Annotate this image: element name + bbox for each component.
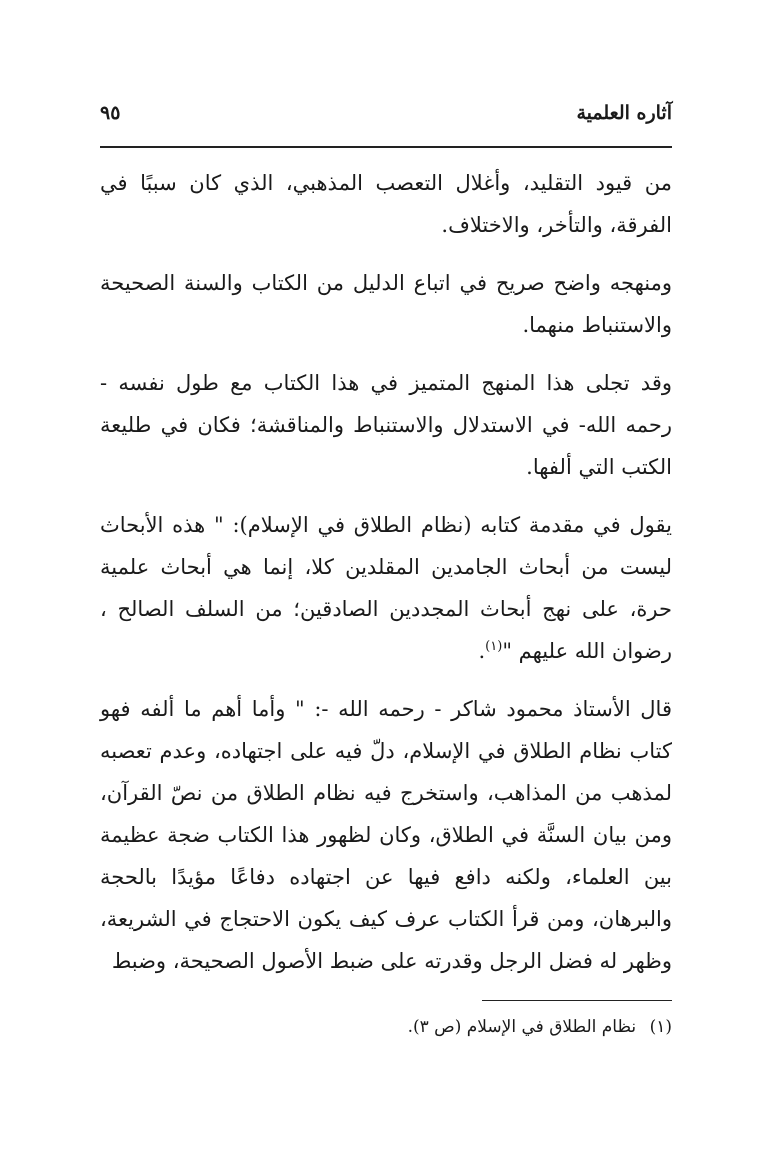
paragraph-4-text: يقول في مقدمة كتابه (نظام الطلاق في الإسلام): " هذه الأبحاث ليست من أبحاث الجامدين المقلدين كلا، إنما هي أبحاث علمية حرة، على نهج أبحاث المجددين الصادقين؛ من السلف الصالح ، رضوان الله عليهم " <box>100 513 672 663</box>
paragraph-2: ومنهجه واضح صريح في اتباع الدليل من الكتاب والسنة الصحيحة والاستنباط منهما. <box>100 271 672 337</box>
running-header-title: آثاره العلمية <box>576 102 672 124</box>
footnote-text: نظام الطلاق في الإسلام (ص ٣). <box>407 1017 637 1037</box>
paragraph-5: قال الأستاذ محمود شاكر - رحمه الله -: " وأما أهم ما ألفه فهو كتاب نظام الطلاق في الإسلام، دلّ فيه على اجتهاده، وعدم تعصبه لمذهب من المذاهب، واستخرج فيه نظام الطلاق من نصّ القرآن، ومن بيان السنَّة في الطلاق، وكان لظهور هذا الكتاب ضجة عظيمة بين العلماء، ولكنه دافع فيها عن اجتهاده دفاعًا مؤيدًا بالحجة والبرهان، ومن قرأ الكتاب عرف كيف يكون الاحتجاج في الشريعة، وظهر له فضل الرجل وقدرته على ضبط الأصول الصحيحة، وضبط <box>100 697 672 973</box>
body-text <box>100 162 672 998</box>
paragraph-4-end: . <box>478 639 486 663</box>
footnote-number: (١) <box>649 1017 672 1037</box>
footnote-marker: (١) <box>485 639 503 654</box>
footnote-divider <box>482 1000 672 1001</box>
header-divider <box>100 146 672 148</box>
paragraph-3: وقد تجلى هذا المنهج المتميز في هذا الكتاب مع طول نفسه - رحمه الله- في الاستدلال والاستنباط والمناقشة؛ فكان في طليعة الكتب التي ألفها. <box>100 371 672 479</box>
paragraph-4 <box>100 504 672 672</box>
page-number: ٩٥ <box>100 102 121 124</box>
footnote <box>100 1014 672 1040</box>
running-header <box>100 98 672 132</box>
paragraph-1: من قيود التقليد، وأغلال التعصب المذهبي، الذي كان سببًا في الفرقة، والتأخر، والاختلاف. <box>100 171 672 237</box>
